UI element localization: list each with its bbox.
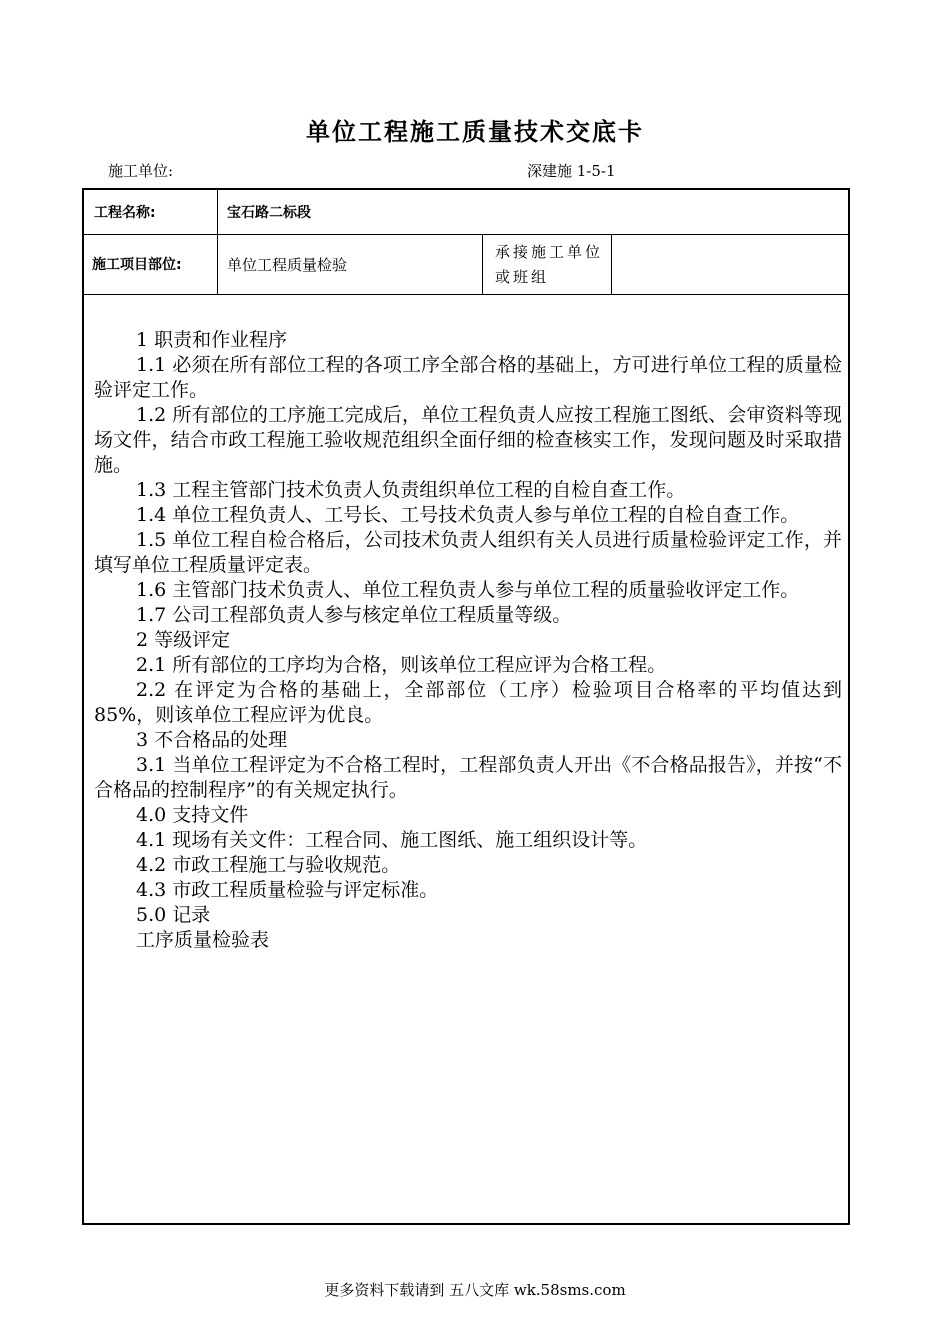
content-paragraph: 1.6 主管部门技术负责人、单位工程负责人参与单位工程的质量验收评定工作。 xyxy=(136,579,800,601)
column-divider xyxy=(611,234,612,294)
location-value: 单位工程质量检验 xyxy=(227,255,348,274)
content-paragraph: 5.0 记录 xyxy=(136,904,211,926)
disclosure-content xyxy=(94,328,842,953)
content-paragraph: 2.2 在评定为合格的基础上，全部部位（工序）检验项目合格率的平均值达到 85%，则该单位工程应评为优良。 xyxy=(94,679,842,726)
contractor-value xyxy=(621,234,841,294)
document-title: 单位工程施工质量技术交底卡 xyxy=(306,118,644,146)
content-paragraph: 1.1 必须在所有部位工程的各项工序全部合格的基础上，方可进行单位工程的质量检验评定工作。 xyxy=(94,354,842,401)
content-paragraph: 1 职责和作业程序 xyxy=(136,329,288,351)
content-paragraph: 4.0 支持文件 xyxy=(136,804,249,826)
content-paragraph: 3.1 当单位工程评定为不合格工程时，工程部负责人开出《不合格品报告》，并按“不合格品的控制程序”的有关规定执行。 xyxy=(94,754,842,801)
column-divider xyxy=(482,234,483,294)
content-paragraph: 4.3 市政工程质量检验与评定标准。 xyxy=(136,879,439,901)
construction-unit-label: 施工单位: xyxy=(108,162,174,180)
content-paragraph: 工序质量检验表 xyxy=(136,929,270,951)
content-paragraph: 4.2 市政工程施工与验收规范。 xyxy=(136,854,401,876)
location-label: 施工项目部位: xyxy=(92,257,182,273)
content-paragraph: 2 等级评定 xyxy=(136,629,231,651)
form-code: 深建施 1-5-1 xyxy=(527,162,616,180)
content-paragraph: 1.5 单位工程自检合格后，公司技术负责人组织有关人员进行质量检验评定工作，并填写单位工程质量评定表。 xyxy=(94,529,842,576)
content-paragraph: 1.2 所有部位的工序施工完成后，单位工程负责人应按工程施工图纸、会审资料等现场文件，结合市政工程施工验收规范组织全面仔细的检查核实工作，发现问题及时采取措施。 xyxy=(94,404,842,476)
contractor-label: 承接施工单位或班组 xyxy=(495,243,604,286)
content-paragraph: 1.4 单位工程负责人、工号长、工号技术负责人参与单位工程的自检自查工作。 xyxy=(136,504,800,526)
content-paragraph: 1.7 公司工程部负责人参与核定单位工程质量等级。 xyxy=(136,604,572,626)
footer-download-note: 更多资料下载请到 五八文库 wk.58sms.com xyxy=(324,1281,626,1299)
content-paragraph: 3 不合格品的处理 xyxy=(136,729,288,751)
content-paragraph: 1.3 工程主管部门技术负责人负责组织单位工程的自检自查工作。 xyxy=(136,479,686,501)
project-name-label: 工程名称: xyxy=(94,205,156,221)
row-divider xyxy=(84,294,848,295)
column-divider xyxy=(217,190,218,294)
content-paragraph: 4.1 现场有关文件：工程合同、施工图纸、施工组织设计等。 xyxy=(136,829,648,851)
project-name-value: 宝石路二标段 xyxy=(227,205,311,221)
content-paragraph: 2.1 所有部位的工序均为合格，则该单位工程应评为合格工程。 xyxy=(136,654,667,676)
disclosure-card xyxy=(82,188,850,1225)
